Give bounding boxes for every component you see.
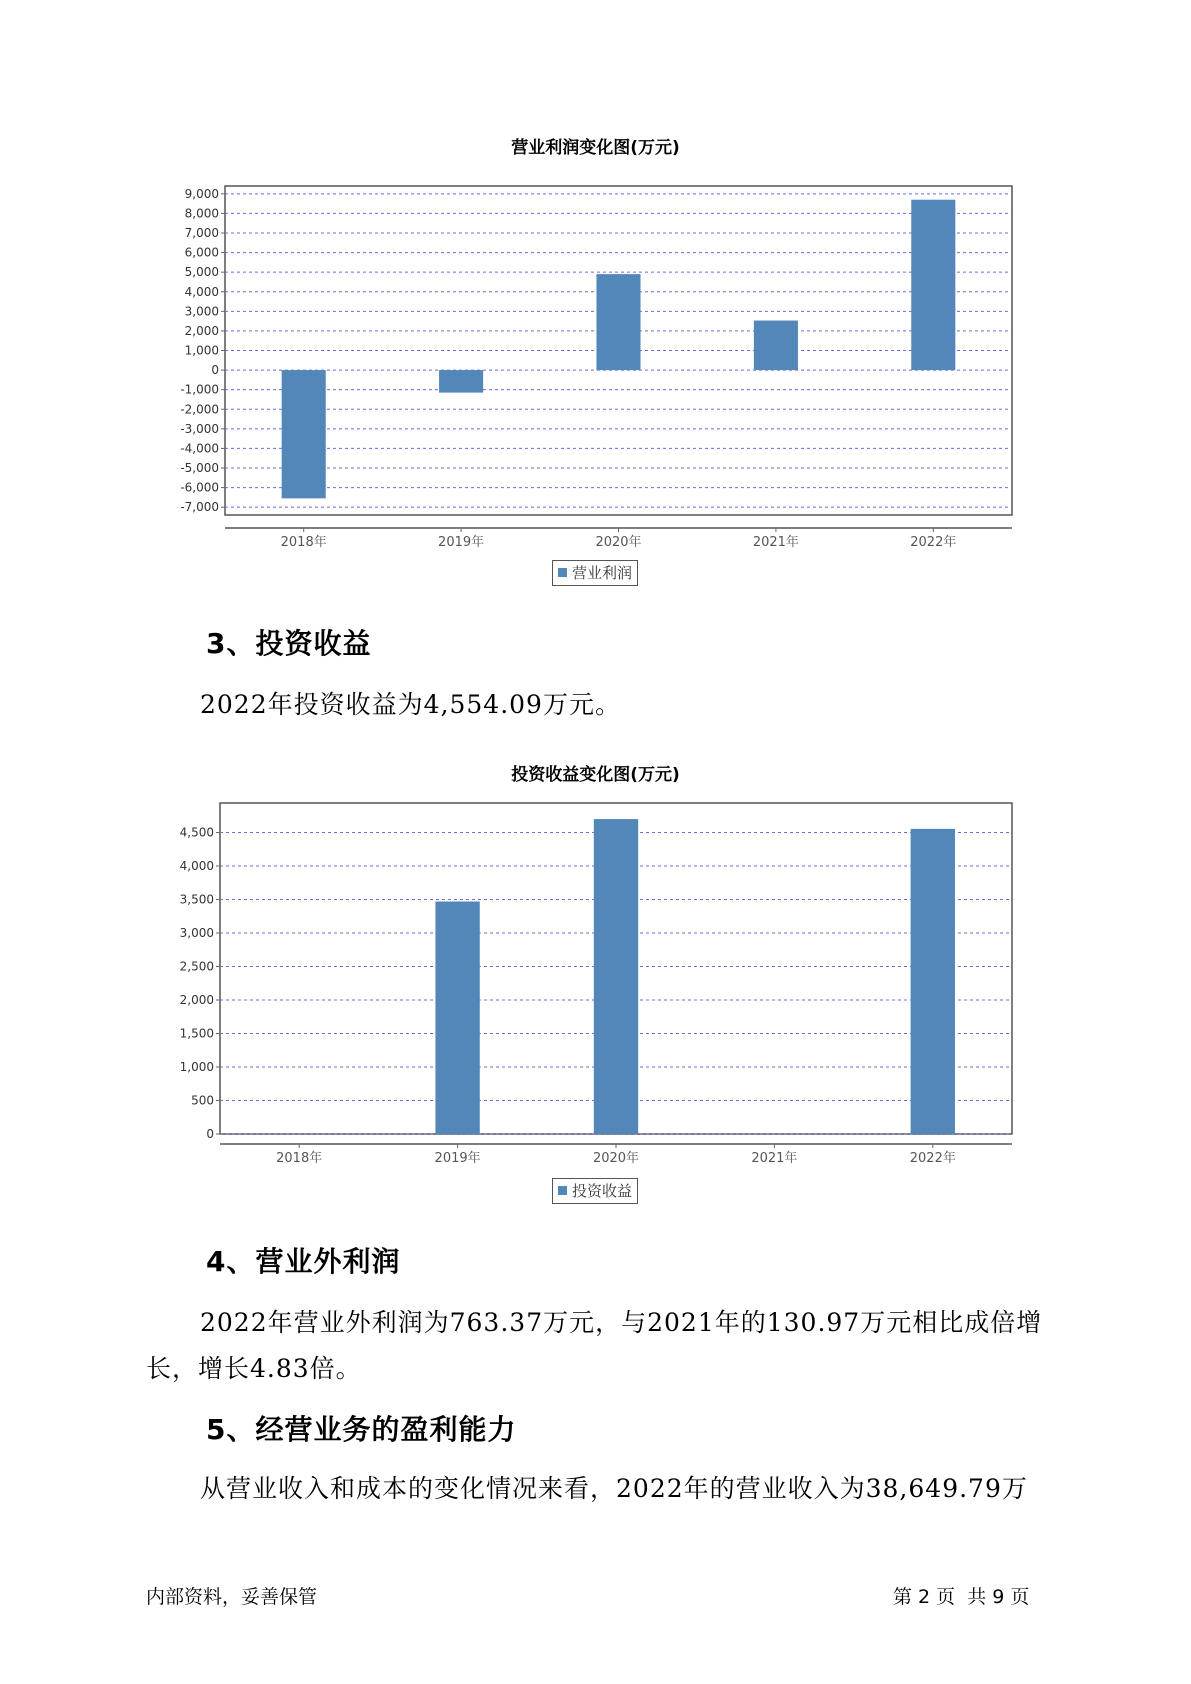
y-tick-label: 1,000 [179,1059,214,1074]
y-tick-label: 2,500 [179,959,214,974]
y-tick-label: 2,000 [179,992,214,1007]
x-tick-label: 2020年 [592,1151,640,1166]
y-tick-label: -6,000 [180,480,219,495]
y-tick-label: -3,000 [180,421,219,436]
y-tick-label: 500 [191,1093,214,1108]
y-tick-label: -7,000 [180,500,219,515]
y-tick-label: 0 [211,363,219,378]
y-tick-label: 3,500 [179,892,214,907]
x-tick-label: 2020年 [595,535,642,550]
x-tick-label: 2022年 [910,535,957,550]
y-tick-label: 4,000 [184,284,219,299]
y-tick-label: 2,000 [184,323,219,338]
chart2-title: 投资收益变化图(万元) [511,765,680,785]
x-tick-label: 2019年 [438,535,485,550]
y-tick-label: 6,000 [184,245,219,260]
y-tick-label: 1,000 [184,343,219,358]
y-tick-label: 3,000 [179,925,214,940]
y-tick-label: 7,000 [184,226,219,240]
section-5-text: 从营业收入和成本的变化情况来看，2022年的营业收入为38,649.79万 [200,1474,1028,1503]
legend-swatch [558,1186,567,1195]
x-tick-label: 2018年 [280,535,327,550]
y-tick-label: 3,000 [184,304,219,319]
bar-2019年 [435,901,479,1134]
y-tick-label: 4,000 [179,858,214,873]
y-tick-label: 1,500 [179,1026,214,1041]
y-tick-label: 5,000 [184,265,219,280]
y-tick-label: 8,000 [184,206,219,221]
y-tick-label: -2,000 [180,402,219,417]
section-4-text: 2022年营业外利润为763.37万元，与2021年的130.97万元相比成倍增长，增长4.83倍。 [146,1308,1043,1383]
section-3-heading: 3、投资收益 [206,627,372,660]
footer-confidential: 内部资料，妥善保管 [146,1586,318,1608]
chart1-legend-label: 营业利润 [572,564,633,582]
section-4-heading: 4、营业外利润 [206,1245,401,1278]
footer-page-number: 第 2 页 共 9 页 [893,1586,1030,1608]
chart1-title: 营业利润变化图(万元) [511,138,680,158]
section-3-text: 2022年投资收益为4,554.09万元。 [200,690,621,719]
x-tick-label: 2018年 [276,1151,323,1166]
chart2-legend-label: 投资收益 [572,1182,633,1200]
bar-2020年 [594,819,638,1134]
y-tick-label: 0 [206,1127,214,1141]
bar-2022年 [911,829,955,1134]
x-tick-label: 2019年 [434,1151,481,1166]
y-tick-label: 4,500 [179,825,214,840]
chart2-legend [552,1178,638,1204]
x-tick-label: 2021年 [751,1151,798,1166]
section-5-heading: 5、经营业务的盈利能力 [206,1413,517,1446]
y-tick-label: -1,000 [180,382,219,397]
y-tick-label: -4,000 [180,441,219,456]
x-tick-label: 2022年 [909,1151,956,1166]
y-tick-label: 9,000 [184,186,219,201]
y-tick-label: -5,000 [180,461,219,475]
x-tick-label: 2021年 [752,535,799,550]
